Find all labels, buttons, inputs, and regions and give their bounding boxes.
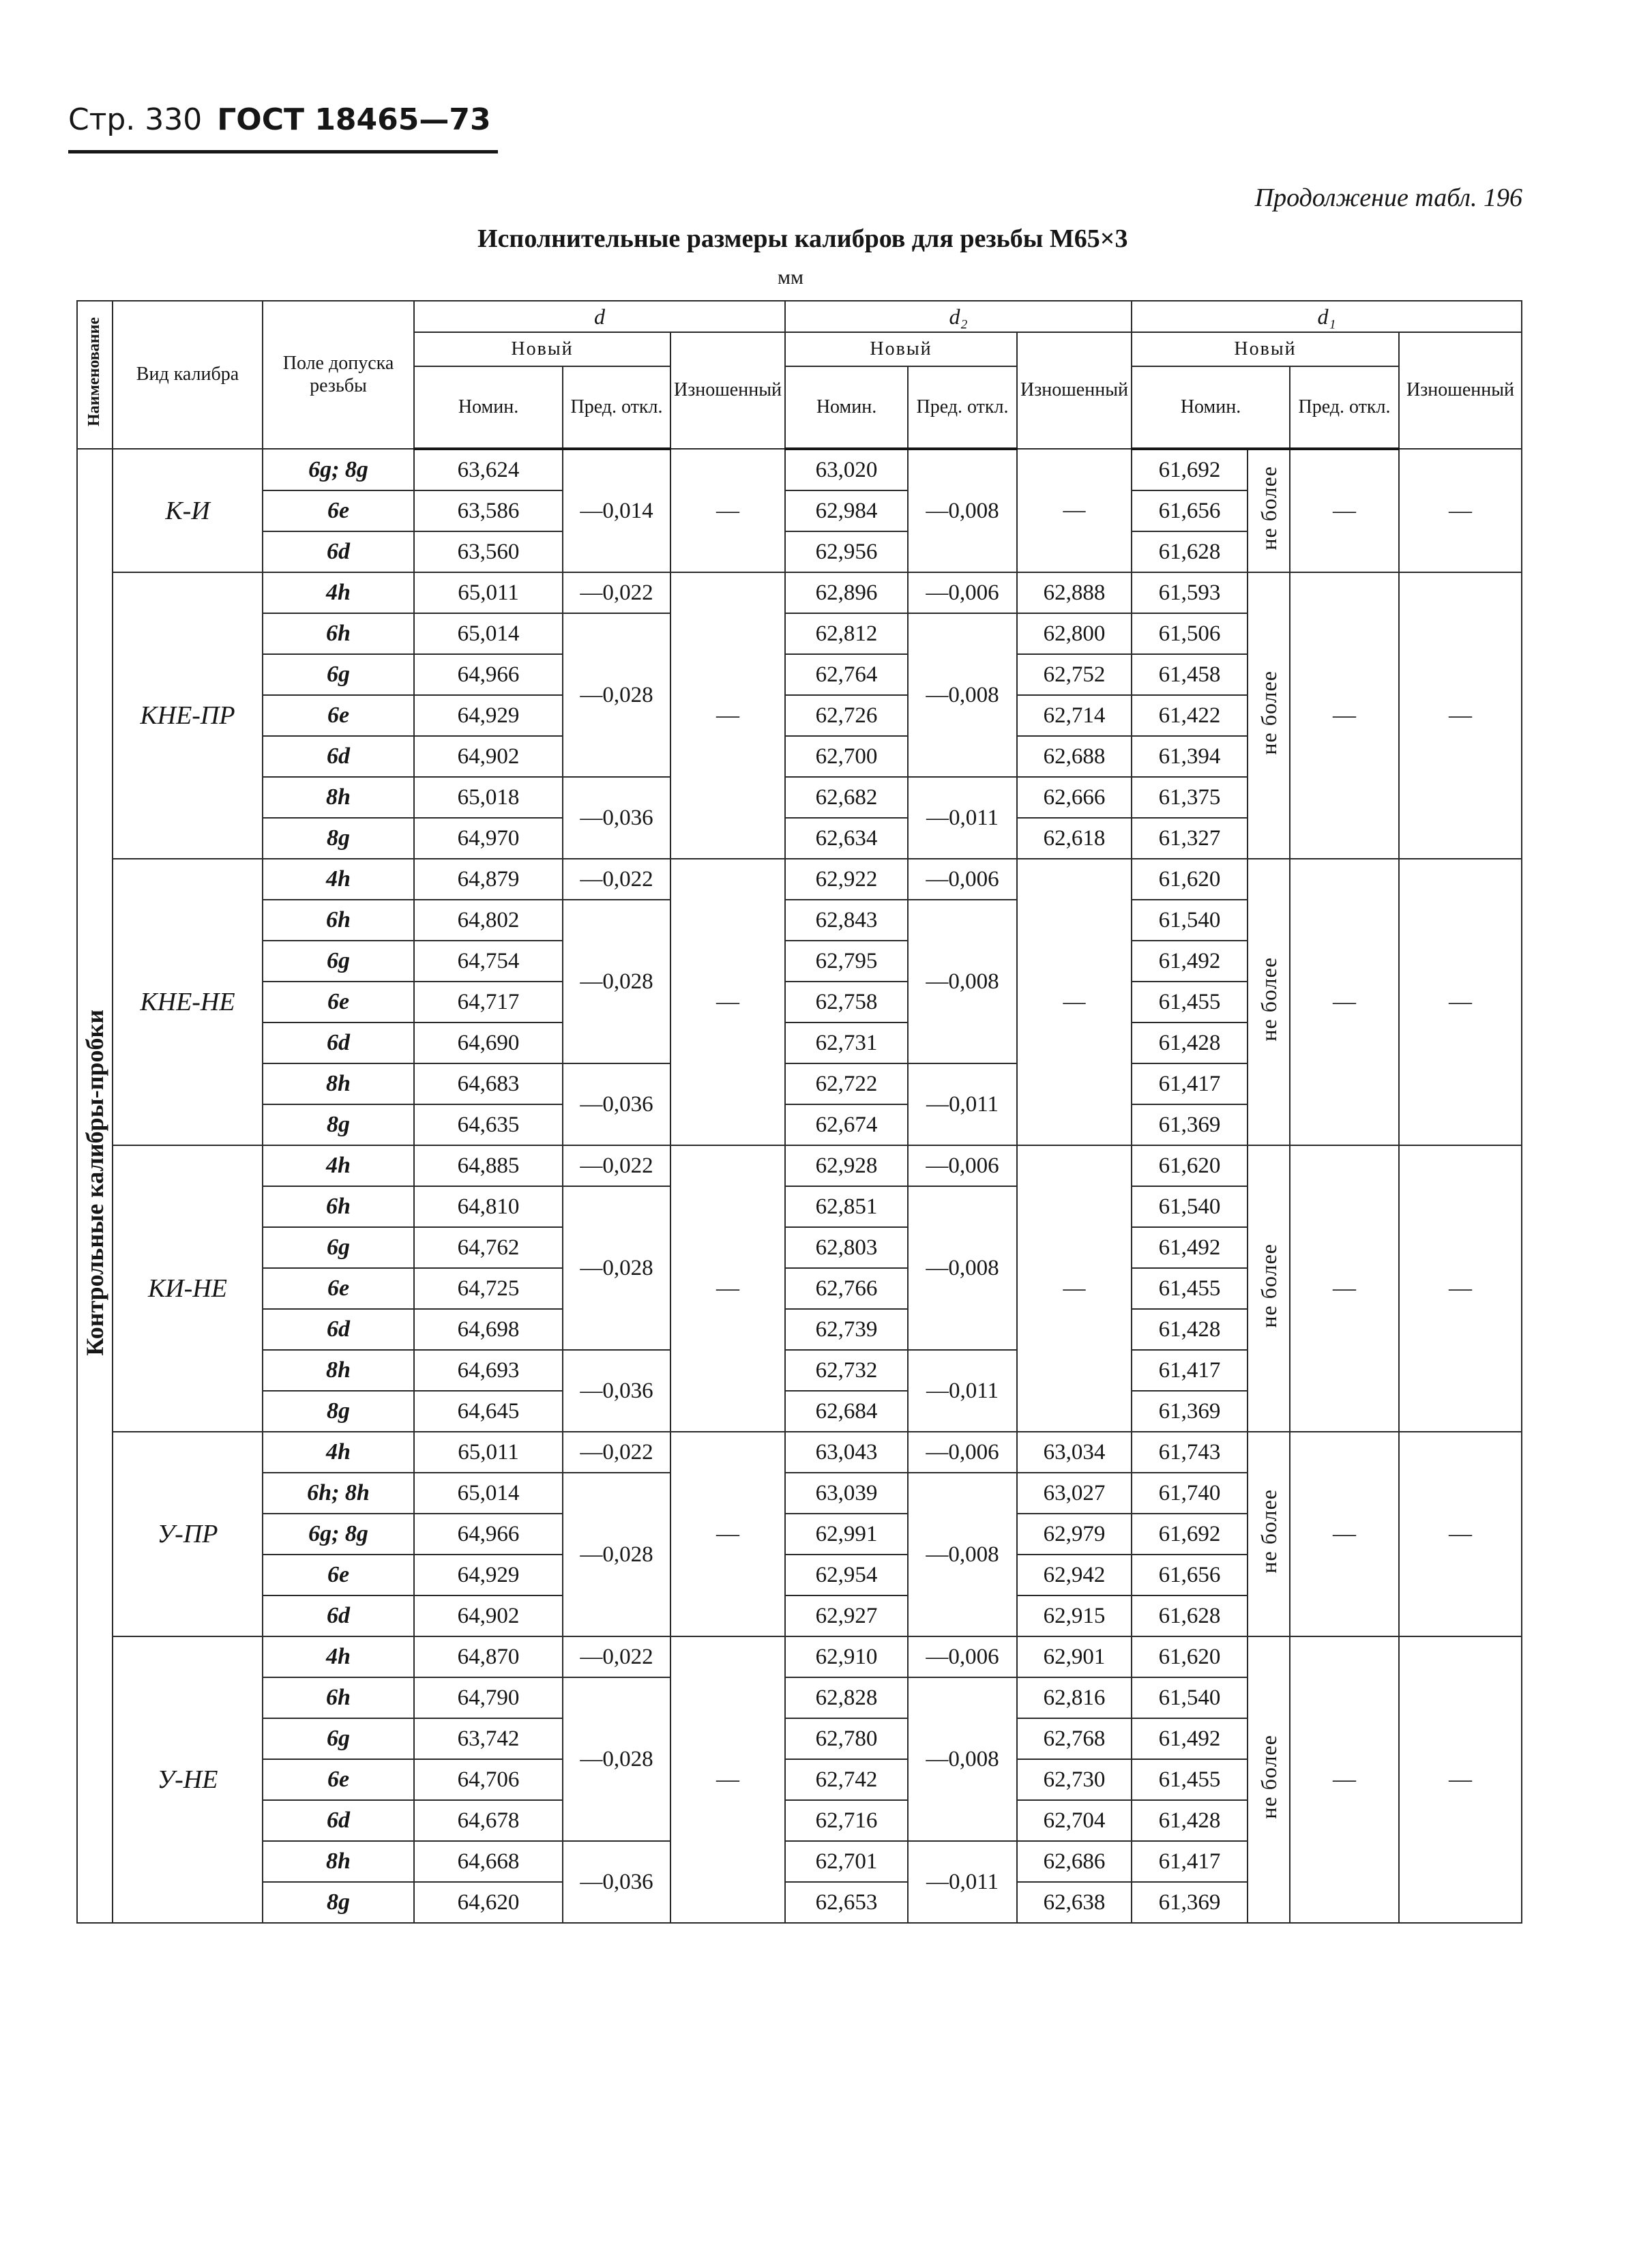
tolerance-field-cell: 6g xyxy=(263,1227,414,1268)
table-row xyxy=(77,449,1522,490)
tolerance-field-cell: 8g xyxy=(263,1391,414,1432)
tolerance-field-cell: 4h xyxy=(263,1432,414,1473)
tolerance-field-cell: 8g xyxy=(263,818,414,859)
tolerance-field-cell: 6g xyxy=(263,654,414,695)
d-nominal-cell: 64,754 xyxy=(414,941,563,982)
d2-nominal-cell: 62,803 xyxy=(785,1227,908,1268)
d1-limit-cell xyxy=(1248,1432,1290,1636)
tolerance-field-header: Поле допуска резьбы xyxy=(263,301,414,449)
d-group-header: d xyxy=(414,301,785,332)
d1-nominal-cell: 61,628 xyxy=(1132,531,1248,572)
d-nominal-cell: 64,620 xyxy=(414,1882,563,1923)
name-cell xyxy=(77,449,113,1923)
d1-deviation-cell: — xyxy=(1290,859,1399,1145)
d1-nominal-cell: 61,422 xyxy=(1132,695,1248,736)
d2-worn-cell: 62,714 xyxy=(1017,695,1132,736)
d2-worn-header: Изношенный xyxy=(1017,332,1132,449)
d2-worn-cell: 62,816 xyxy=(1017,1677,1132,1718)
d2-nominal-cell: 62,991 xyxy=(785,1514,908,1555)
d1-limit-cell xyxy=(1248,859,1290,1145)
table-continuation-note: Продолжение табл. 196 xyxy=(1254,183,1522,212)
d2-nominal-cell: 62,928 xyxy=(785,1145,908,1186)
d2-deviation-cell: —0,006 xyxy=(908,859,1017,900)
d-nominal-cell: 64,645 xyxy=(414,1391,563,1432)
d2-worn-cell: 62,704 xyxy=(1017,1800,1132,1841)
d1-new-header: Новый xyxy=(1132,332,1399,366)
d-worn-header: Изношенный xyxy=(670,332,785,449)
page-number: Стр. 330 xyxy=(68,102,203,137)
d2-nominal-cell: 62,722 xyxy=(785,1063,908,1104)
d2-nominal-cell: 62,927 xyxy=(785,1595,908,1636)
d1-deviation-cell: — xyxy=(1290,1145,1399,1432)
d-nominal-cell: 63,624 xyxy=(414,449,563,490)
d2-nominal-cell: 62,742 xyxy=(785,1759,908,1800)
d1-nominal-cell: 61,369 xyxy=(1132,1391,1248,1432)
d-deviation-cell: —0,028 xyxy=(563,613,670,777)
tolerance-field-cell: 6d xyxy=(263,736,414,777)
d1-nominal-cell: 61,369 xyxy=(1132,1104,1248,1145)
d-deviation-cell: —0,022 xyxy=(563,1636,670,1677)
d-nominal-cell: 64,683 xyxy=(414,1063,563,1104)
d2-worn-cell: — xyxy=(1017,449,1132,572)
d2-worn-cell: 62,888 xyxy=(1017,572,1132,613)
d-nominal-cell: 64,698 xyxy=(414,1309,563,1350)
d2-deviation-cell: —0,008 xyxy=(908,1473,1017,1636)
d-nominal-cell: 64,762 xyxy=(414,1227,563,1268)
tolerance-field-cell: 6d xyxy=(263,1595,414,1636)
tolerance-field-cell: 4h xyxy=(263,1636,414,1677)
d1-limit-cell xyxy=(1248,1636,1290,1923)
d2-worn-cell: 63,034 xyxy=(1017,1432,1132,1473)
tolerance-field-cell: 8g xyxy=(263,1882,414,1923)
d1-nominal-cell: 61,620 xyxy=(1132,1145,1248,1186)
d2-nominal-cell: 62,716 xyxy=(785,1800,908,1841)
tolerance-field-cell: 6h xyxy=(263,1677,414,1718)
d-nominal-cell: 64,966 xyxy=(414,654,563,695)
d2-worn-cell: 62,979 xyxy=(1017,1514,1132,1555)
d-nominal-cell: 64,717 xyxy=(414,982,563,1022)
limit-text: не более xyxy=(1256,1734,1281,1819)
d-nominal-cell: 64,885 xyxy=(414,1145,563,1186)
tolerance-field-cell: 4h xyxy=(263,859,414,900)
gauge-type-cell: КИ-НЕ xyxy=(113,1145,263,1432)
d2-nominal-cell: 62,682 xyxy=(785,777,908,818)
d2-nominal-cell: 62,851 xyxy=(785,1186,908,1227)
d2-nominal-cell: 63,020 xyxy=(785,449,908,490)
d2-nominal-cell: 62,843 xyxy=(785,900,908,941)
d-nominal-cell: 65,014 xyxy=(414,613,563,654)
d2-worn-cell: 62,638 xyxy=(1017,1882,1132,1923)
tolerance-field-cell: 6h xyxy=(263,1186,414,1227)
d-worn-cell: — xyxy=(670,449,785,572)
d-worn-cell: — xyxy=(670,1432,785,1636)
tolerance-field-cell: 6d xyxy=(263,1800,414,1841)
d2-deviation-cell: —0,006 xyxy=(908,1636,1017,1677)
name-header: Наименование xyxy=(77,301,113,449)
tolerance-field-cell: 6d xyxy=(263,1309,414,1350)
d2-worn-cell: 62,730 xyxy=(1017,1759,1132,1800)
d-nominal-cell: 64,668 xyxy=(414,1841,563,1882)
d2-nominal-header: Номин. xyxy=(785,366,908,449)
d2-worn-cell: 63,027 xyxy=(1017,1473,1132,1514)
gauge-type-cell: К-И xyxy=(113,449,263,572)
d1-limit-cell xyxy=(1248,449,1290,572)
tolerance-field-cell: 8h xyxy=(263,1063,414,1104)
d1-nominal-cell: 61,540 xyxy=(1132,1677,1248,1718)
d2-nominal-cell: 62,812 xyxy=(785,613,908,654)
d1-nominal-cell: 61,656 xyxy=(1132,490,1248,531)
d-worn-cell: — xyxy=(670,859,785,1145)
d-deviation-cell: —0,022 xyxy=(563,1145,670,1186)
d2-worn-cell: 62,752 xyxy=(1017,654,1132,695)
d1-nominal-cell: 61,428 xyxy=(1132,1800,1248,1841)
tolerance-field-cell: 4h xyxy=(263,572,414,613)
table-body xyxy=(77,449,1522,1923)
d1-deviation-cell: — xyxy=(1290,1636,1399,1923)
tolerance-field-cell: 8h xyxy=(263,777,414,818)
d1-group-header: d₁ xyxy=(1132,301,1522,332)
tolerance-field-cell: 6g xyxy=(263,941,414,982)
d-nominal-cell: 63,742 xyxy=(414,1718,563,1759)
d-nominal-cell: 65,018 xyxy=(414,777,563,818)
d2-nominal-cell: 62,828 xyxy=(785,1677,908,1718)
d2-deviation-cell: —0,011 xyxy=(908,1063,1017,1145)
d2-worn-cell: 62,901 xyxy=(1017,1636,1132,1677)
tolerance-field-cell: 6h xyxy=(263,613,414,654)
d2-worn-cell: — xyxy=(1017,859,1132,1145)
tolerance-field-cell: 6e xyxy=(263,695,414,736)
tolerance-field-cell: 6d xyxy=(263,1022,414,1063)
d1-nominal-cell: 61,692 xyxy=(1132,1514,1248,1555)
tolerance-field-cell: 6g xyxy=(263,1718,414,1759)
d-nominal-header: Номин. xyxy=(414,366,563,449)
d-nominal-cell: 65,014 xyxy=(414,1473,563,1514)
d-worn-cell: — xyxy=(670,1145,785,1432)
d2-nominal-cell: 62,732 xyxy=(785,1350,908,1391)
d2-nominal-cell: 62,726 xyxy=(785,695,908,736)
tolerance-field-cell: 6e xyxy=(263,490,414,531)
d1-nominal-cell: 61,492 xyxy=(1132,941,1248,982)
d-nominal-cell: 64,635 xyxy=(414,1104,563,1145)
tolerance-field-cell: 6g; 8g xyxy=(263,1514,414,1555)
d2-worn-cell: 62,666 xyxy=(1017,777,1132,818)
table-row xyxy=(77,1432,1522,1473)
d1-deviation-cell: — xyxy=(1290,1432,1399,1636)
table-row xyxy=(77,859,1522,900)
d1-nominal-cell: 61,620 xyxy=(1132,859,1248,900)
d1-nominal-cell: 61,492 xyxy=(1132,1718,1248,1759)
d2-deviation-cell: —0,011 xyxy=(908,777,1017,859)
d1-deviation-cell: — xyxy=(1290,572,1399,859)
d1-nominal-cell: 61,743 xyxy=(1132,1432,1248,1473)
d1-nominal-header: Номин. xyxy=(1132,366,1290,449)
gauge-type-header: Вид калибра xyxy=(113,301,263,449)
d2-nominal-cell: 62,758 xyxy=(785,982,908,1022)
d-nominal-cell: 64,970 xyxy=(414,818,563,859)
d2-deviation-cell: —0,008 xyxy=(908,900,1017,1063)
d1-worn-cell: — xyxy=(1399,1636,1522,1923)
d-nominal-cell: 64,693 xyxy=(414,1350,563,1391)
d1-worn-cell: — xyxy=(1399,572,1522,859)
table-row xyxy=(77,1145,1522,1186)
d-deviation-cell: —0,028 xyxy=(563,1677,670,1841)
d1-nominal-cell: 61,458 xyxy=(1132,654,1248,695)
d2-deviation-cell: —0,008 xyxy=(908,1677,1017,1841)
d2-group-header: d₂ xyxy=(785,301,1132,332)
d-deviation-cell: —0,036 xyxy=(563,1841,670,1923)
d-deviation-cell: —0,022 xyxy=(563,1432,670,1473)
d2-new-header: Новый xyxy=(785,332,1017,366)
tolerance-field-cell: 6h xyxy=(263,900,414,941)
d1-limit-cell xyxy=(1248,1145,1290,1432)
d1-nominal-cell: 61,455 xyxy=(1132,1268,1248,1309)
d2-worn-cell: 62,686 xyxy=(1017,1841,1132,1882)
d2-worn-cell: 62,915 xyxy=(1017,1595,1132,1636)
limit-text: не более xyxy=(1256,1243,1281,1328)
d1-deviation-cell: — xyxy=(1290,449,1399,572)
limit-text: не более xyxy=(1256,670,1281,755)
d-deviation-cell: —0,036 xyxy=(563,777,670,859)
limit-text: не более xyxy=(1256,1488,1281,1574)
d1-nominal-cell: 61,428 xyxy=(1132,1309,1248,1350)
d1-nominal-cell: 61,417 xyxy=(1132,1350,1248,1391)
d-nominal-cell: 64,929 xyxy=(414,1555,563,1595)
gauge-type-cell: КНЕ-ПР xyxy=(113,572,263,859)
units-label: мм xyxy=(778,266,803,289)
d2-worn-cell: 62,618 xyxy=(1017,818,1132,859)
d2-nominal-cell: 63,043 xyxy=(785,1432,908,1473)
d2-deviation-cell: —0,011 xyxy=(908,1841,1017,1923)
d-nominal-cell: 65,011 xyxy=(414,1432,563,1473)
d1-nominal-cell: 61,540 xyxy=(1132,1186,1248,1227)
d-nominal-cell: 64,870 xyxy=(414,1636,563,1677)
d2-worn-cell: 62,768 xyxy=(1017,1718,1132,1759)
d-nominal-cell: 64,902 xyxy=(414,736,563,777)
d-nominal-cell: 64,802 xyxy=(414,900,563,941)
d1-worn-header: Изношенный xyxy=(1399,332,1522,449)
tolerance-field-cell: 4h xyxy=(263,1145,414,1186)
name-text: Контрольные калибры-пробки xyxy=(81,1010,108,1356)
d-deviation-cell: —0,022 xyxy=(563,572,670,613)
d2-worn-cell: 62,688 xyxy=(1017,736,1132,777)
d1-nominal-cell: 61,628 xyxy=(1132,1595,1248,1636)
d2-nominal-cell: 63,039 xyxy=(785,1473,908,1514)
d1-limit-cell xyxy=(1248,572,1290,859)
d2-deviation-cell: —0,006 xyxy=(908,1432,1017,1473)
tolerance-field-cell: 6e xyxy=(263,1555,414,1595)
d1-nominal-cell: 61,656 xyxy=(1132,1555,1248,1595)
d2-nominal-cell: 62,634 xyxy=(785,818,908,859)
d2-nominal-cell: 62,780 xyxy=(785,1718,908,1759)
d-worn-cell: — xyxy=(670,572,785,859)
d-nominal-cell: 63,586 xyxy=(414,490,563,531)
d-nominal-cell: 64,790 xyxy=(414,1677,563,1718)
d1-nominal-cell: 61,417 xyxy=(1132,1063,1248,1104)
page-header xyxy=(68,102,498,153)
gauge-dimensions-table xyxy=(76,300,1522,1924)
tolerance-field-cell: 8g xyxy=(263,1104,414,1145)
d1-nominal-cell: 61,455 xyxy=(1132,982,1248,1022)
d-nominal-cell: 64,725 xyxy=(414,1268,563,1309)
d2-worn-cell: — xyxy=(1017,1145,1132,1432)
d-new-header: Новый xyxy=(414,332,670,366)
d-deviation-cell: —0,036 xyxy=(563,1063,670,1145)
d-deviation-cell: —0,022 xyxy=(563,859,670,900)
table-row xyxy=(77,572,1522,613)
d2-deviation-cell: —0,011 xyxy=(908,1350,1017,1432)
tolerance-field-cell: 6e xyxy=(263,982,414,1022)
d1-nominal-cell: 61,327 xyxy=(1132,818,1248,859)
d1-worn-cell: — xyxy=(1399,859,1522,1145)
table-row xyxy=(77,1636,1522,1677)
table-title: Исполнительные размеры калибров для резьбы М65×3 xyxy=(477,224,1128,253)
tolerance-field-cell: 6d xyxy=(263,531,414,572)
limit-text: не более xyxy=(1256,465,1281,550)
d-nominal-cell: 64,966 xyxy=(414,1514,563,1555)
d2-nominal-cell: 62,731 xyxy=(785,1022,908,1063)
d-nominal-cell: 64,690 xyxy=(414,1022,563,1063)
d-deviation-cell: —0,028 xyxy=(563,1473,670,1636)
d2-nominal-cell: 62,795 xyxy=(785,941,908,982)
d2-nominal-cell: 62,674 xyxy=(785,1104,908,1145)
d-deviation-cell: —0,028 xyxy=(563,1186,670,1350)
d1-nominal-cell: 61,620 xyxy=(1132,1636,1248,1677)
d1-nominal-cell: 61,375 xyxy=(1132,777,1248,818)
d2-nominal-cell: 62,739 xyxy=(785,1309,908,1350)
d1-nominal-cell: 61,428 xyxy=(1132,1022,1248,1063)
d1-worn-cell: — xyxy=(1399,1145,1522,1432)
d2-nominal-cell: 62,910 xyxy=(785,1636,908,1677)
d-nominal-cell: 64,810 xyxy=(414,1186,563,1227)
tolerance-field-cell: 8h xyxy=(263,1350,414,1391)
d1-nominal-cell: 61,692 xyxy=(1132,449,1248,490)
d2-deviation-header: Пред. откл. xyxy=(908,366,1017,449)
d2-deviation-cell: —0,006 xyxy=(908,572,1017,613)
gauge-type-cell: У-ПР xyxy=(113,1432,263,1636)
d2-nominal-cell: 62,700 xyxy=(785,736,908,777)
d1-nominal-cell: 61,740 xyxy=(1132,1473,1248,1514)
d2-deviation-cell: —0,008 xyxy=(908,1186,1017,1350)
tolerance-field-cell: 6g; 8g xyxy=(263,449,414,490)
d-nominal-cell: 64,678 xyxy=(414,1800,563,1841)
d1-nominal-cell: 61,369 xyxy=(1132,1882,1248,1923)
d2-nominal-cell: 62,922 xyxy=(785,859,908,900)
d1-nominal-cell: 61,540 xyxy=(1132,900,1248,941)
d-nominal-cell: 64,902 xyxy=(414,1595,563,1636)
d-nominal-cell: 63,560 xyxy=(414,531,563,572)
d1-nominal-cell: 61,593 xyxy=(1132,572,1248,613)
d2-deviation-cell: —0,008 xyxy=(908,613,1017,777)
d1-nominal-cell: 61,394 xyxy=(1132,736,1248,777)
d2-nominal-cell: 62,653 xyxy=(785,1882,908,1923)
d-nominal-cell: 64,879 xyxy=(414,859,563,900)
tolerance-field-cell: 6h; 8h xyxy=(263,1473,414,1514)
d1-deviation-header: Пред. откл. xyxy=(1290,366,1399,449)
d1-nominal-cell: 61,506 xyxy=(1132,613,1248,654)
d2-deviation-cell: —0,006 xyxy=(908,1145,1017,1186)
d1-nominal-cell: 61,417 xyxy=(1132,1841,1248,1882)
d2-nominal-cell: 62,984 xyxy=(785,490,908,531)
d1-nominal-cell: 61,492 xyxy=(1132,1227,1248,1268)
gauge-type-cell: У-НЕ xyxy=(113,1636,263,1923)
tolerance-field-cell: 6e xyxy=(263,1759,414,1800)
limit-text: не более xyxy=(1256,956,1281,1042)
d-nominal-cell: 65,011 xyxy=(414,572,563,613)
d1-nominal-cell: 61,455 xyxy=(1132,1759,1248,1800)
standard-number: ГОСТ 18465—73 xyxy=(217,102,491,137)
d2-nominal-cell: 62,954 xyxy=(785,1555,908,1595)
d1-worn-cell: — xyxy=(1399,449,1522,572)
d-deviation-cell: —0,014 xyxy=(563,449,670,572)
tolerance-field-cell: 6e xyxy=(263,1268,414,1309)
d2-worn-cell: 62,942 xyxy=(1017,1555,1132,1595)
d2-nominal-cell: 62,764 xyxy=(785,654,908,695)
d-deviation-cell: —0,028 xyxy=(563,900,670,1063)
d-worn-cell: — xyxy=(670,1636,785,1923)
d2-nominal-cell: 62,701 xyxy=(785,1841,908,1882)
d2-worn-cell: 62,800 xyxy=(1017,613,1132,654)
tolerance-field-cell: 8h xyxy=(263,1841,414,1882)
d-nominal-cell: 64,929 xyxy=(414,695,563,736)
d2-nominal-cell: 62,766 xyxy=(785,1268,908,1309)
d2-nominal-cell: 62,684 xyxy=(785,1391,908,1432)
d2-nominal-cell: 62,956 xyxy=(785,531,908,572)
d-nominal-cell: 64,706 xyxy=(414,1759,563,1800)
d-deviation-cell: —0,036 xyxy=(563,1350,670,1432)
d2-deviation-cell: —0,008 xyxy=(908,449,1017,572)
d1-worn-cell: — xyxy=(1399,1432,1522,1636)
d2-nominal-cell: 62,896 xyxy=(785,572,908,613)
d-deviation-header: Пред. откл. xyxy=(563,366,670,449)
gauge-type-cell: КНЕ-НЕ xyxy=(113,859,263,1145)
